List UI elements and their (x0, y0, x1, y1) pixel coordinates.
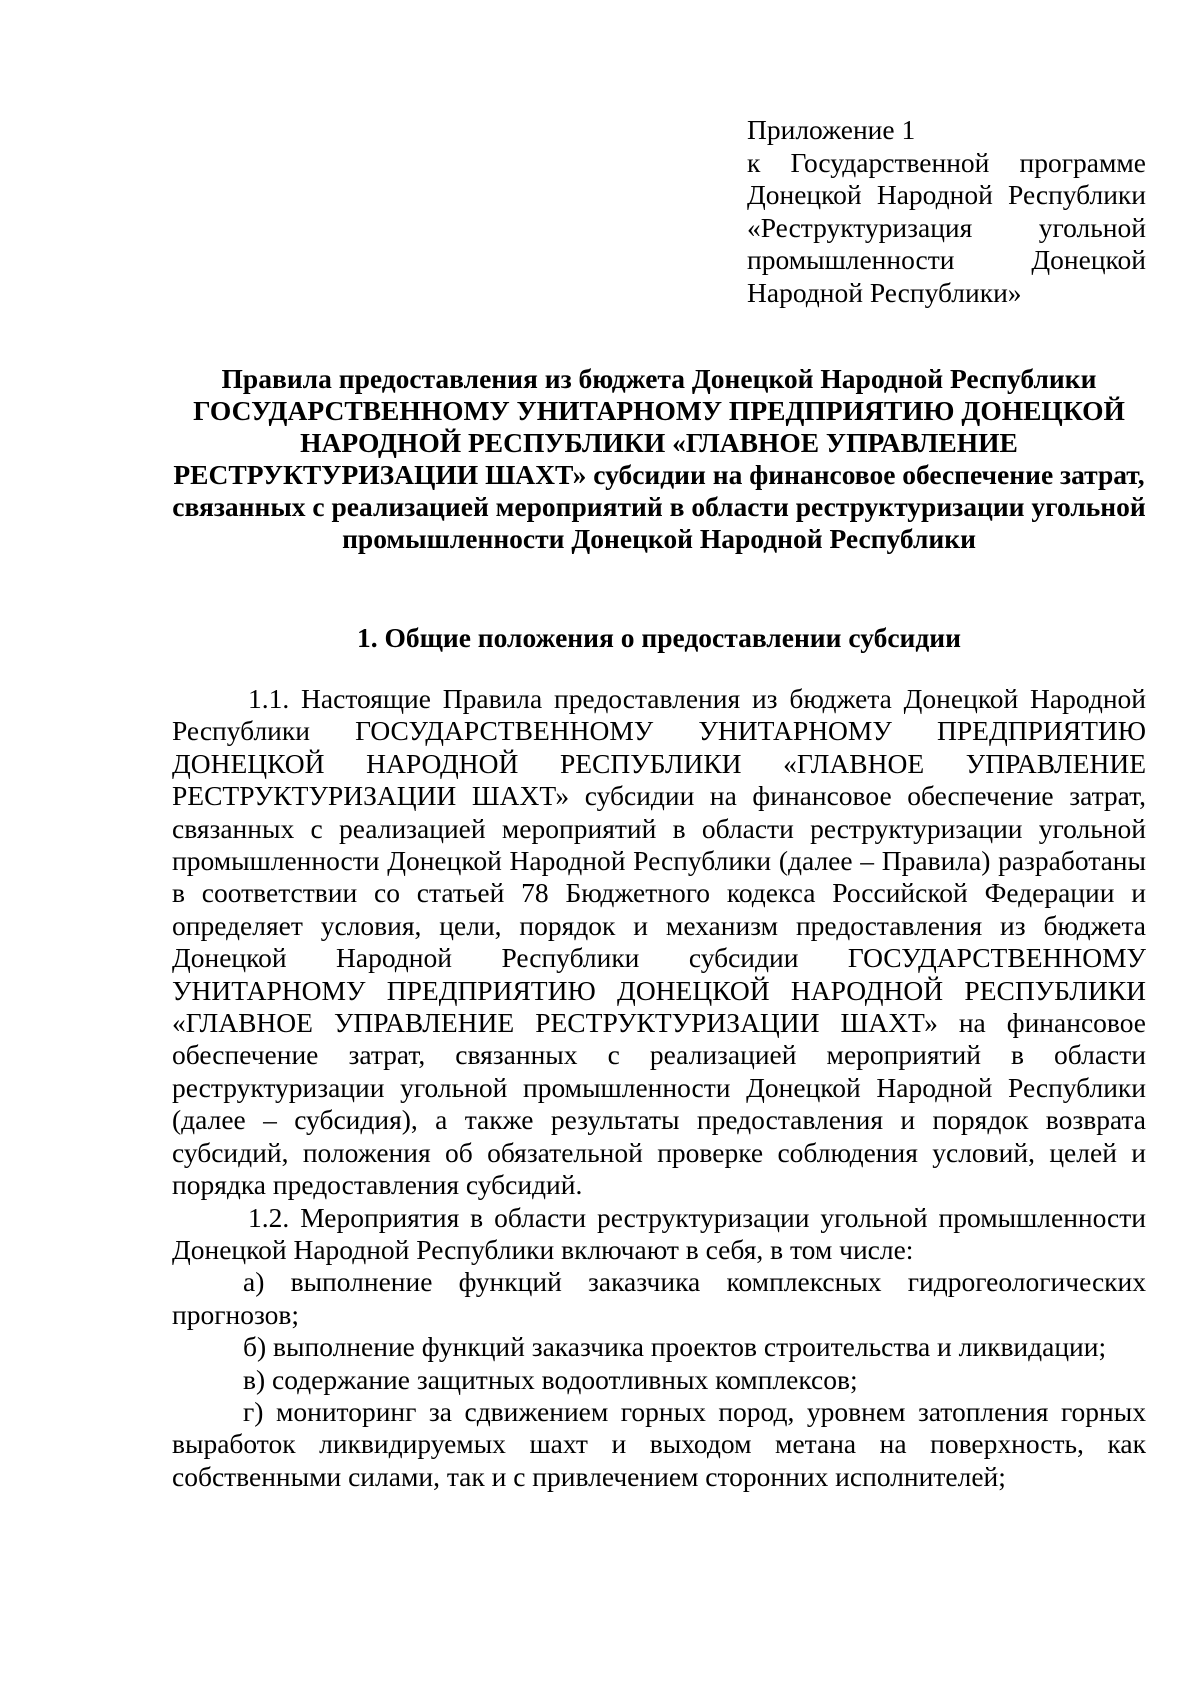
list-item-v: в) содержание защитных водоотливных комплексов; (243, 1363, 858, 1395)
list-item-b: б) выполнение функций заказчика проектов строительства и ликвидации; (243, 1331, 1107, 1363)
section-heading: 1. Общие положения о предоставлении субсидии (357, 622, 961, 653)
list-item-a: а) выполнение функций заказчика комплексных гидрогеологических прогнозов; (172, 1266, 1146, 1330)
list-item-g: г) мониторинг за сдвижением горных пород, уровнем затопления горных выработок ликвидируемых шахт и выходом метана на поверхность, как собственными силами, так и с привлечением сторонних исполнителей; (172, 1395, 1146, 1492)
paragraph-1-2: 1.2. Мероприятия в области реструктуризации угольной промышленности Донецкой Народной Республики включают в себя, в том числе: (172, 1201, 1146, 1265)
document-title: Правила предоставления из бюджета Донецкой Народной Республики ГОСУДАРСТВЕННОМУ УНИТАРНОМУ ПРЕДПРИЯТИЮ ДОНЕЦКОЙ НАРОДНОЙ РЕСПУБЛИКИ «ГЛАВНОЕ УПРАВЛЕНИЕ РЕСТРУКТУРИЗАЦИИ ШАХТ» субсидии на финансовое обеспечение затрат, связанных с реализацией мероприятий в области реструктуризации угольной промышленности Донецкой Народной Республики (172, 363, 1146, 554)
appendix-reference: к Государственной программе Донецкой Народной Республики «Реструктуризация угольной промышленности Донецкой Народной Республики» (747, 146, 1146, 308)
document-body (172, 683, 1146, 1493)
appendix-note (747, 114, 1146, 309)
appendix-number: Приложение 1 (747, 114, 916, 145)
paragraph-1-1: 1.1. Настоящие Правила предоставления из бюджета Донецкой Народной Республики ГОСУДАРСТВЕННОМУ УНИТАРНОМУ ПРЕДПРИЯТИЮ ДОНЕЦКОЙ НАРОДНОЙ РЕСПУБЛИКИ «ГЛАВНОЕ УПРАВЛЕНИЕ РЕСТРУКТУРИЗАЦИИ ШАХТ» субсидии на финансовое обеспечение затрат, связанных с реализацией мероприятий в области реструктуризации угольной промышленности Донецкой Народной Республики (далее – Правила) разработаны в соответствии со статьей 78 Бюджетного кодекса Российской Федерации и определяет условия, цели, порядок и механизм предоставления из бюджета Донецкой Народной Республики субсидии ГОСУДАРСТВЕННОМУ УНИТАРНОМУ ПРЕДПРИЯТИЮ ДОНЕЦКОЙ НАРОДНОЙ РЕСПУБЛИКИ «ГЛАВНОЕ УПРАВЛЕНИЕ РЕСТРУКТУРИЗАЦИИ ШАХТ» на финансовое обеспечение затрат, связанных с реализацией мероприятий в области реструктуризации угольной промышленности Донецкой Народной Республики (далее – субсидия), а также результаты предоставления и порядок возврата субсидий, положения об обязательной проверке соблюдения условий, целей и порядка предоставления субсидий. (172, 683, 1146, 1201)
